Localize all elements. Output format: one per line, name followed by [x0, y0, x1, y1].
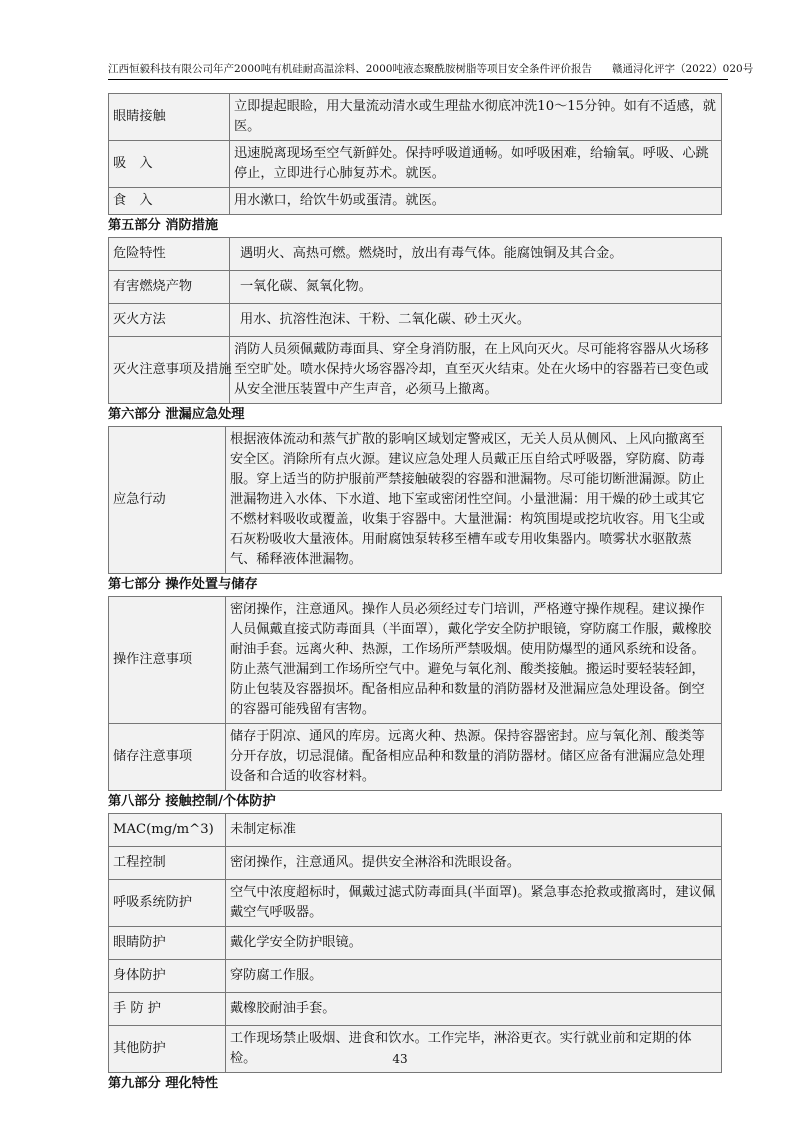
row-value: 穿防腐工作服。 — [226, 960, 722, 993]
table-row — [109, 337, 722, 404]
table-row — [109, 188, 722, 215]
table-row — [109, 993, 722, 1026]
page-number: 43 — [392, 1052, 408, 1066]
row-label: 手 防 护 — [109, 993, 226, 1026]
section-title-exposure-controls: 第八部分 接触控制/个体防护 — [108, 794, 276, 809]
row-label: 灭火方法 — [109, 304, 230, 337]
section-title-physical-chemical: 第九部分 理化特性 — [108, 1076, 219, 1091]
report-title: 江西恒毅科技有限公司年产2000吨有机硅耐高温涂料、2000吨液态聚酰胺树脂等项目安全条件评价报告 — [108, 63, 592, 75]
table-row — [109, 427, 722, 574]
row-value: 迅速脱离现场至空气新鲜处。保持呼吸道通畅。如呼吸困难，给输氧。呼吸、心跳停止，立即进行心肺复苏术。就医。 — [230, 141, 722, 188]
row-label: MAC(mg/m^3) — [109, 814, 226, 847]
row-value: 一氧化碳、氮氧化物。 — [230, 271, 722, 304]
row-label: 吸 入 — [109, 141, 230, 188]
table-row — [109, 814, 722, 847]
row-value: 戴橡胶耐油手套。 — [226, 993, 722, 1026]
row-value: 戴化学安全防护眼镜。 — [226, 927, 722, 960]
row-value: 立即提起眼睑，用大量流动清水或生理盐水彻底冲洗10～15分钟。如有不适感，就医。 — [230, 94, 722, 141]
handling-storage-table — [108, 596, 722, 791]
row-label: 灭火注意事项及措施 — [109, 337, 230, 404]
row-label: 其他防护 — [109, 1026, 226, 1073]
section-title-spill-response: 第六部分 泄漏应急处理 — [108, 407, 245, 422]
table-row — [109, 880, 722, 927]
row-label: 储存注意事项 — [109, 724, 226, 791]
row-label: 有害燃烧产物 — [109, 271, 230, 304]
row-value: 根据液体流动和蒸气扩散的影响区域划定警戒区，无关人员从侧风、上风向撤离至安全区。消除所有点火源。建议应急处理人员戴正压自给式呼吸器，穿防腐、防毒服。穿上适当的防护服前严禁接触破裂的容器和泄漏物。尽可能切断泄漏源。防止泄漏物进入水体、下水道、地下室或密闭性空间。小量泄漏：用干燥的砂土或其它不燃材料吸收或覆盖，收集于容器中。大量泄漏：构筑围堤或挖坑收容。用飞尘或石灰粉吸收大量液体。用耐腐蚀泵转移至槽车或专用收集器内。喷雾状水驱散蒸气、稀释液体泄漏物。 — [226, 427, 722, 574]
page-content — [108, 93, 722, 1095]
table-row — [109, 724, 722, 791]
row-label: 眼睛防护 — [109, 927, 226, 960]
table-row — [109, 238, 722, 271]
table-row — [109, 847, 722, 880]
table-row — [109, 94, 722, 141]
row-label: 工程控制 — [109, 847, 226, 880]
row-value: 工作现场禁止吸烟、进食和饮水。工作完毕，淋浴更衣。实行就业前和定期的体检。 — [226, 1026, 722, 1073]
row-label: 呼吸系统防护 — [109, 880, 226, 927]
row-label: 身体防护 — [109, 960, 226, 993]
row-value: 密闭操作，注意通风。操作人员必须经过专门培训，严格遵守操作规程。建议操作人员佩戴直接式防毒面具（半面罩），戴化学安全防护眼镜，穿防腐工作服，戴橡胶耐油手套。远离火种、热源，工作场所严禁吸烟。使用防爆型的通风系统和设备。防止蒸气泄漏到工作场所空气中。避免与氧化剂、酸类接触。搬运时要轻装轻卸，防止包装及容器损坏。配备相应品种和数量的消防器材及泄漏应急处理设备。倒空的容器可能残留有害物。 — [226, 597, 722, 724]
row-value: 遇明火、高热可燃。燃烧时，放出有毒气体。能腐蚀铜及其合金。 — [230, 238, 722, 271]
row-value: 消防人员须佩戴防毒面具、穿全身消防服，在上风向灭火。尽可能将容器从火场移至空旷处。喷水保持火场容器冷却，直至灭火结束。处在火场中的容器若已变色或从安全泄压装置中产生声音，必须马上撤离。 — [230, 337, 722, 404]
row-label: 操作注意事项 — [109, 597, 226, 724]
table-row — [109, 927, 722, 960]
table-row — [109, 597, 722, 724]
row-label: 应急行动 — [109, 427, 226, 574]
row-value: 密闭操作，注意通风。提供安全淋浴和洗眼设备。 — [226, 847, 722, 880]
table-row — [109, 141, 722, 188]
row-label: 食 入 — [109, 188, 230, 215]
section-title-fire-fighting: 第五部分 消防措施 — [108, 218, 219, 233]
row-value: 空气中浓度超标时，佩戴过滤式防毒面具(半面罩)。紧急事态抢救或撤离时，建议佩戴空气呼吸器。 — [226, 880, 722, 927]
row-value: 用水、抗溶性泡沫、干粉、二氧化碳、砂土灭火。 — [230, 304, 722, 337]
row-label: 危险特性 — [109, 238, 230, 271]
table-row — [109, 960, 722, 993]
spill-response-table — [108, 426, 722, 574]
row-value: 未制定标准 — [226, 814, 722, 847]
row-value: 储存于阴凉、通风的库房。远离火种、热源。保持容器密封。应与氧化剂、酸类等分开存放，切忌混储。配备相应品种和数量的消防器材。储区应备有泄漏应急处理设备和合适的收容材料。 — [226, 724, 722, 791]
document-number: 赣通浔化评字（2022）020号 — [611, 63, 754, 75]
row-label: 眼睛接触 — [109, 94, 230, 141]
first-aid-table — [108, 93, 722, 215]
table-row — [109, 271, 722, 304]
page-header — [108, 60, 754, 80]
fire-fighting-table — [108, 237, 722, 404]
section-title-handling-storage: 第七部分 操作处置与储存 — [108, 577, 258, 592]
row-value: 用水漱口，给饮牛奶或蛋清。就医。 — [230, 188, 722, 215]
table-row — [109, 304, 722, 337]
exposure-controls-table — [108, 813, 722, 1073]
